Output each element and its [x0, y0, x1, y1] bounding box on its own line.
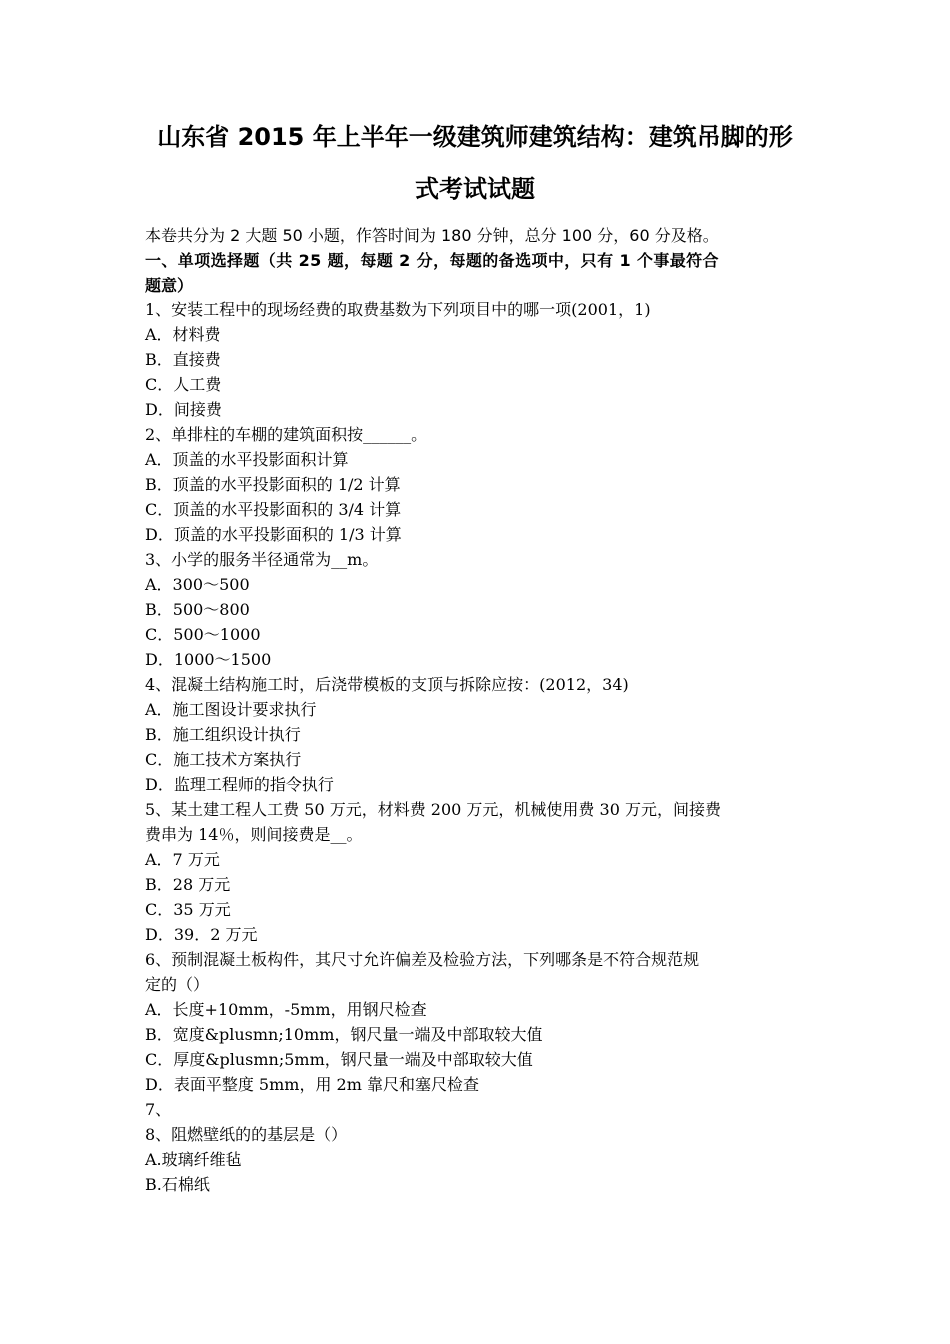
- question-text: 6、预制混凝土板构件，其尺寸允许偏差及检验方法，下列哪条是不符合规范规: [145, 950, 700, 969]
- question-text: 2、单排柱的车棚的建筑面积按______。: [145, 425, 428, 444]
- answer-option: D．顶盖的水平投影面积的 1/3 计算: [145, 525, 402, 544]
- question-text: 1、安装工程中的现场经费的取费基数为下列项目中的哪一项(2001，1): [145, 300, 651, 319]
- answer-option: B.石棉纸: [145, 1175, 210, 1194]
- answer-option: C．35 万元: [145, 900, 231, 919]
- answer-option: C．厚度&plusmn;5mm，钢尺量一端及中部取较大值: [145, 1050, 533, 1069]
- section-header-line-1: 一、单项选择题（共 25 题，每题 2 分，每题的备选项中，只有 1 个事最符合: [145, 251, 719, 270]
- section-header: [145, 248, 810, 298]
- question-list: [145, 297, 815, 1197]
- answer-option: A.玻璃纤维毡: [145, 1150, 242, 1169]
- section-header-line-2: 题意）: [145, 276, 194, 295]
- answer-option: A．7 万元: [145, 850, 220, 869]
- answer-option: D．1000～1500: [145, 650, 272, 669]
- answer-option: C．顶盖的水平投影面积的 3/4 计算: [145, 500, 402, 519]
- answer-option: B．顶盖的水平投影面积的 1/2 计算: [145, 475, 401, 494]
- document-title-line-2: 式考试试题: [415, 175, 535, 203]
- question-text: 费串为 14％，则间接费是__。: [145, 825, 363, 844]
- answer-option: B．施工组织设计执行: [145, 725, 301, 744]
- answer-option: D．间接费: [145, 400, 222, 419]
- answer-option: A．施工图设计要求执行: [145, 700, 317, 719]
- question-text: 定的（）: [145, 975, 210, 994]
- question-text: 3、小学的服务半径通常为__m。: [145, 550, 379, 569]
- answer-option: A．长度+10mm，-5mm，用钢尺检查: [145, 1000, 427, 1019]
- answer-option: B．500～800: [145, 600, 250, 619]
- answer-option: C．施工技术方案执行: [145, 750, 302, 769]
- question-text: 8、阻燃壁纸的的基层是（）: [145, 1125, 348, 1144]
- answer-option: D．39．2 万元: [145, 925, 258, 944]
- answer-option: A．300～500: [145, 575, 250, 594]
- answer-option: B．28 万元: [145, 875, 231, 894]
- answer-option: C．500～1000: [145, 625, 261, 644]
- answer-option: D．表面平整度 5mm，用 2m 靠尺和塞尺检查: [145, 1075, 479, 1094]
- question-text: 5、某土建工程人工费 50 万元，材料费 200 万元，机械使用费 30 万元，间接费: [145, 800, 721, 819]
- question-text: 7、: [145, 1100, 172, 1119]
- document-title-line-1: 山东省 2015 年上半年一级建筑师建筑结构：建筑吊脚的形: [157, 123, 793, 151]
- answer-option: A．顶盖的水平投影面积计算: [145, 450, 349, 469]
- answer-option: D．监理工程师的指令执行: [145, 775, 334, 794]
- question-text: 4、混凝土结构施工时，后浇带模板的支顶与拆除应按：(2012，34): [145, 675, 629, 694]
- answer-option: C．人工费: [145, 375, 222, 394]
- answer-option: A．材料费: [145, 325, 221, 344]
- exam-intro: 本卷共分为 2 大题 50 小题，作答时间为 180 分钟，总分 100 分，60 分及格。: [145, 226, 719, 245]
- answer-option: B．直接费: [145, 350, 221, 369]
- answer-option: B．宽度&plusmn;10mm，钢尺量一端及中部取较大值: [145, 1025, 543, 1044]
